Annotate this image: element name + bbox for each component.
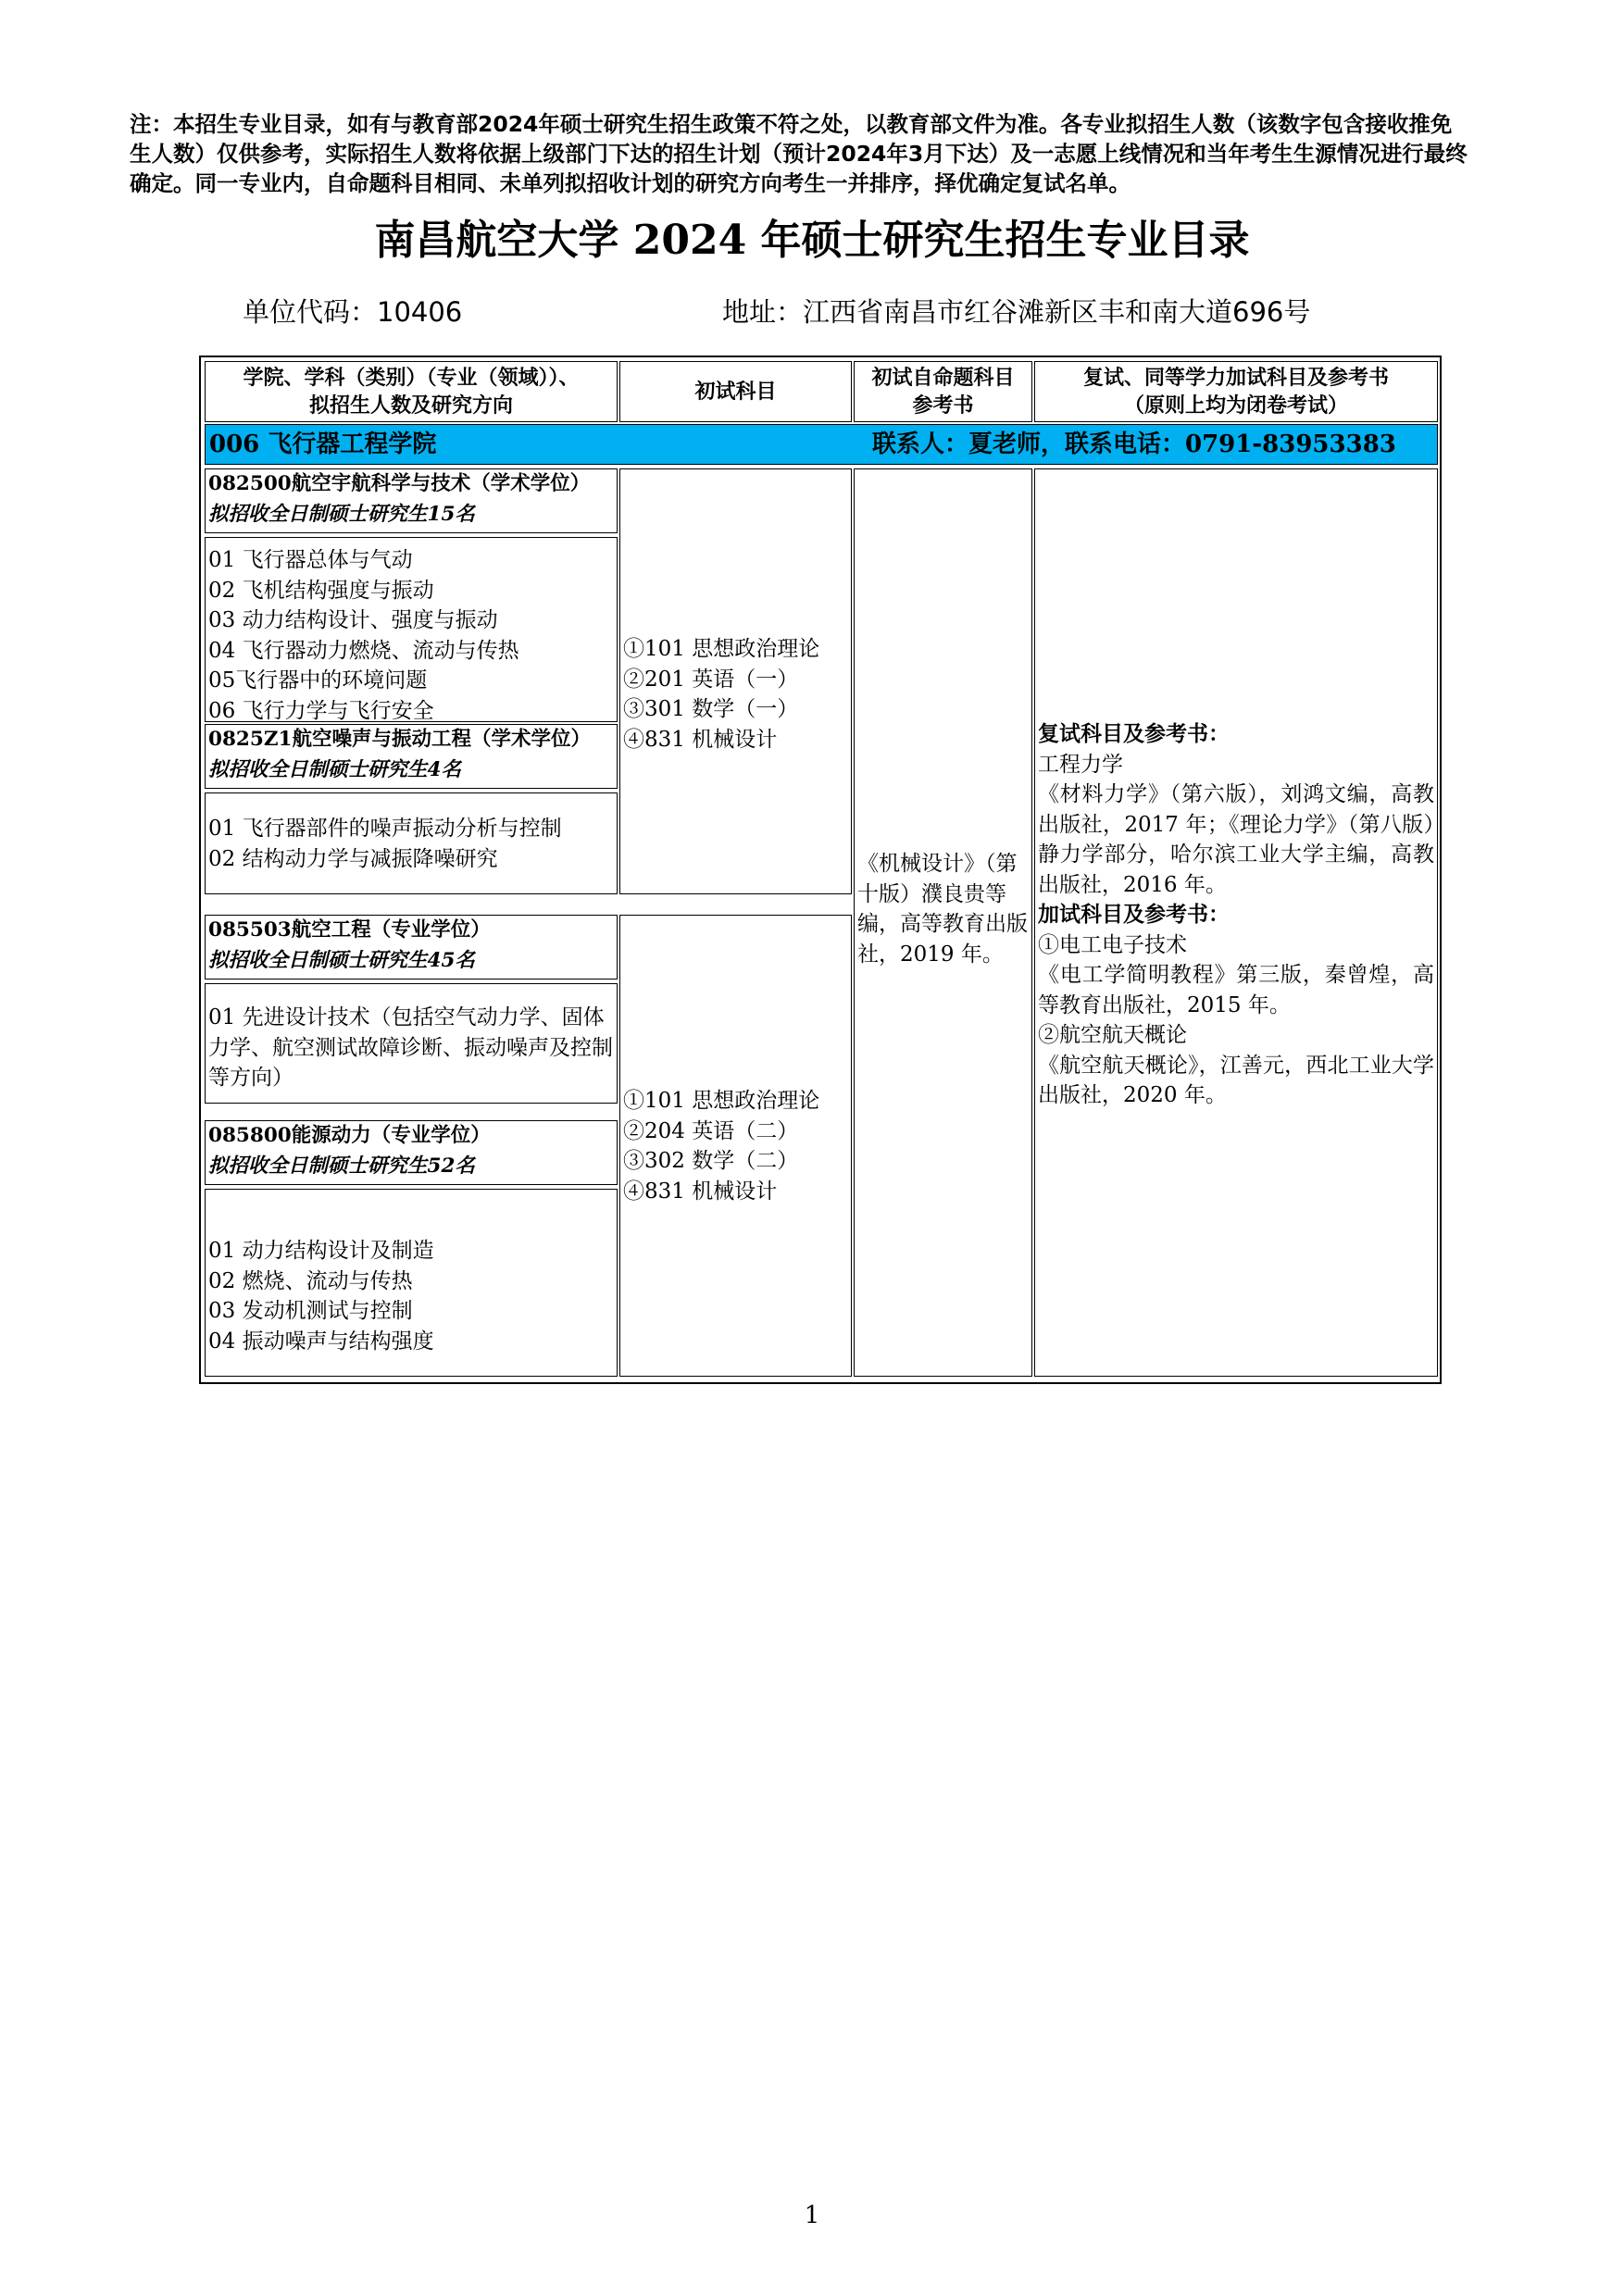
retest-books: 《材料力学》（第六版），刘鸿文编，高教出版社，2017 年；《理论力学》（第八版）静力学部分，哈尔滨工业大学主编，高教出版社，2016 年。 bbox=[1038, 782, 1434, 897]
major-quota: 拟招收全日制硕士研究生15名 bbox=[208, 502, 475, 526]
list-item: 01 动力结构设计及制造 bbox=[208, 1239, 434, 1263]
list-item: ①101 思想政治理论 bbox=[623, 637, 820, 661]
major-title bbox=[205, 724, 618, 789]
page-title: 南昌航空大学 2024 年硕士研究生招生专业目录 bbox=[374, 217, 1250, 264]
major-title bbox=[205, 1120, 618, 1185]
exam-subjects-group bbox=[619, 468, 852, 894]
college-row bbox=[205, 424, 1438, 465]
list-item: ④831 机械设计 bbox=[623, 727, 778, 752]
list-item: 04 飞行器动力燃烧、流动与传热 bbox=[208, 638, 519, 663]
catalog-table bbox=[199, 356, 1442, 1384]
list-item: ④831 机械设计 bbox=[623, 1179, 778, 1204]
list-item: ②201 英语（一） bbox=[623, 667, 799, 692]
extra-label: 加试科目及参考书： bbox=[1038, 902, 1230, 927]
unit-code: 单位代码：10406 bbox=[243, 296, 463, 328]
major-code: 085503航空工程（专业学位） bbox=[208, 918, 491, 942]
major-quota: 拟招收全日制硕士研究生4名 bbox=[208, 757, 461, 781]
list-item: ③302 数学（二） bbox=[623, 1149, 799, 1173]
list-item: 03 发动机测试与控制 bbox=[208, 1299, 413, 1323]
list-item: 02 结构动力学与减振降噪研究 bbox=[208, 846, 498, 871]
page-number: 1 bbox=[804, 2202, 820, 2229]
major-code: 085800能源动力（专业学位） bbox=[208, 1124, 491, 1147]
retest-label: 复试科目及参考书： bbox=[1038, 721, 1230, 746]
list-item: 02 飞机结构强度与振动 bbox=[208, 578, 434, 603]
retest-info bbox=[1034, 468, 1438, 1377]
list-item: ③301 数学（一） bbox=[623, 697, 799, 721]
major-quota: 拟招收全日制硕士研究生52名 bbox=[208, 1154, 475, 1178]
college-name: 006 飞行器工程学院 bbox=[209, 430, 437, 458]
admission-note: 注：本招生专业目录，如有与教育部2024年硕士研究生招生政策不符之处，以教育部文件为准。各专业拟招生人数（该数字包含接收推免生人数）仅供参考，实际招生人数将依据上级部门下达的招生计划（预计2024年3月下达）及一志愿上线情况和当年考生生源情况进行最终确定。同一专业内，自命题科目相同、未单列拟招收计划的研究方向考生一并排序，择优确定复试名单。 bbox=[130, 111, 1468, 196]
list-item: 05飞行器中的环境问题 bbox=[208, 668, 428, 693]
list-item: 01 飞行器部件的噪声振动分析与控制 bbox=[208, 817, 562, 841]
major-title bbox=[205, 915, 618, 980]
extra-subject: ①电工电子技术 bbox=[1038, 932, 1187, 957]
retest-subject: 工程力学 bbox=[1038, 752, 1123, 777]
list-item: 03 动力结构设计、强度与振动 bbox=[208, 608, 498, 632]
header-exam-subjects: 初试科目 bbox=[619, 361, 852, 422]
list-item: 01 飞行器总体与气动 bbox=[208, 548, 413, 572]
list-item: 01 先进设计技术（包括空气动力学、固体力学、航空测试故障诊断、振动噪声及控制等方向） bbox=[208, 1005, 613, 1090]
college-contact: 联系人：夏老师，联系电话：0791-83953383 bbox=[872, 430, 1396, 458]
list-item: 02 燃烧、流动与传热 bbox=[208, 1268, 413, 1293]
header-college-major: 学院、学科（类别）（专业（领域））、 拟招生人数及研究方向 bbox=[205, 361, 618, 422]
list-item: ①101 思想政治理论 bbox=[623, 1089, 820, 1113]
extra-book: 《电工学简明教程》第三版，秦曾煌，高等教育出版社，2015 年。 bbox=[1038, 963, 1434, 1017]
major-code: 082500航空宇航科学与技术（学术学位） bbox=[208, 472, 591, 495]
major-title bbox=[205, 468, 618, 533]
research-directions bbox=[205, 1189, 618, 1377]
exam-subjects-group bbox=[619, 915, 852, 1377]
research-directions bbox=[205, 792, 618, 894]
major-code: 0825Z1航空噪声与振动工程（学术学位） bbox=[208, 728, 591, 751]
header-retest: 复试、同等学力加试科目及参考书 （原则上均为闭卷考试） bbox=[1034, 361, 1438, 422]
extra-subject: ②航空航天概论 bbox=[1038, 1023, 1187, 1047]
list-item: 06 飞行力学与飞行安全 bbox=[208, 698, 434, 723]
list-item: 04 振动噪声与结构强度 bbox=[208, 1329, 434, 1354]
list-item: ②204 英语（二） bbox=[623, 1118, 799, 1143]
header-reference-book: 初试自命题科目 参考书 bbox=[854, 361, 1032, 422]
research-directions bbox=[205, 983, 618, 1104]
reference-book: 《机械设计》（第十版）濮良贵等编，高等教育出版社，2019 年。 bbox=[854, 468, 1032, 1377]
research-directions bbox=[205, 537, 618, 722]
address: 地址：江西省南昌市红谷滩新区丰和南大道696号 bbox=[722, 296, 1311, 328]
extra-book: 《航空航天概论》，江善元，西北工业大学出版社，2020 年。 bbox=[1038, 1053, 1434, 1107]
major-quota: 拟招收全日制硕士研究生45名 bbox=[208, 948, 475, 972]
